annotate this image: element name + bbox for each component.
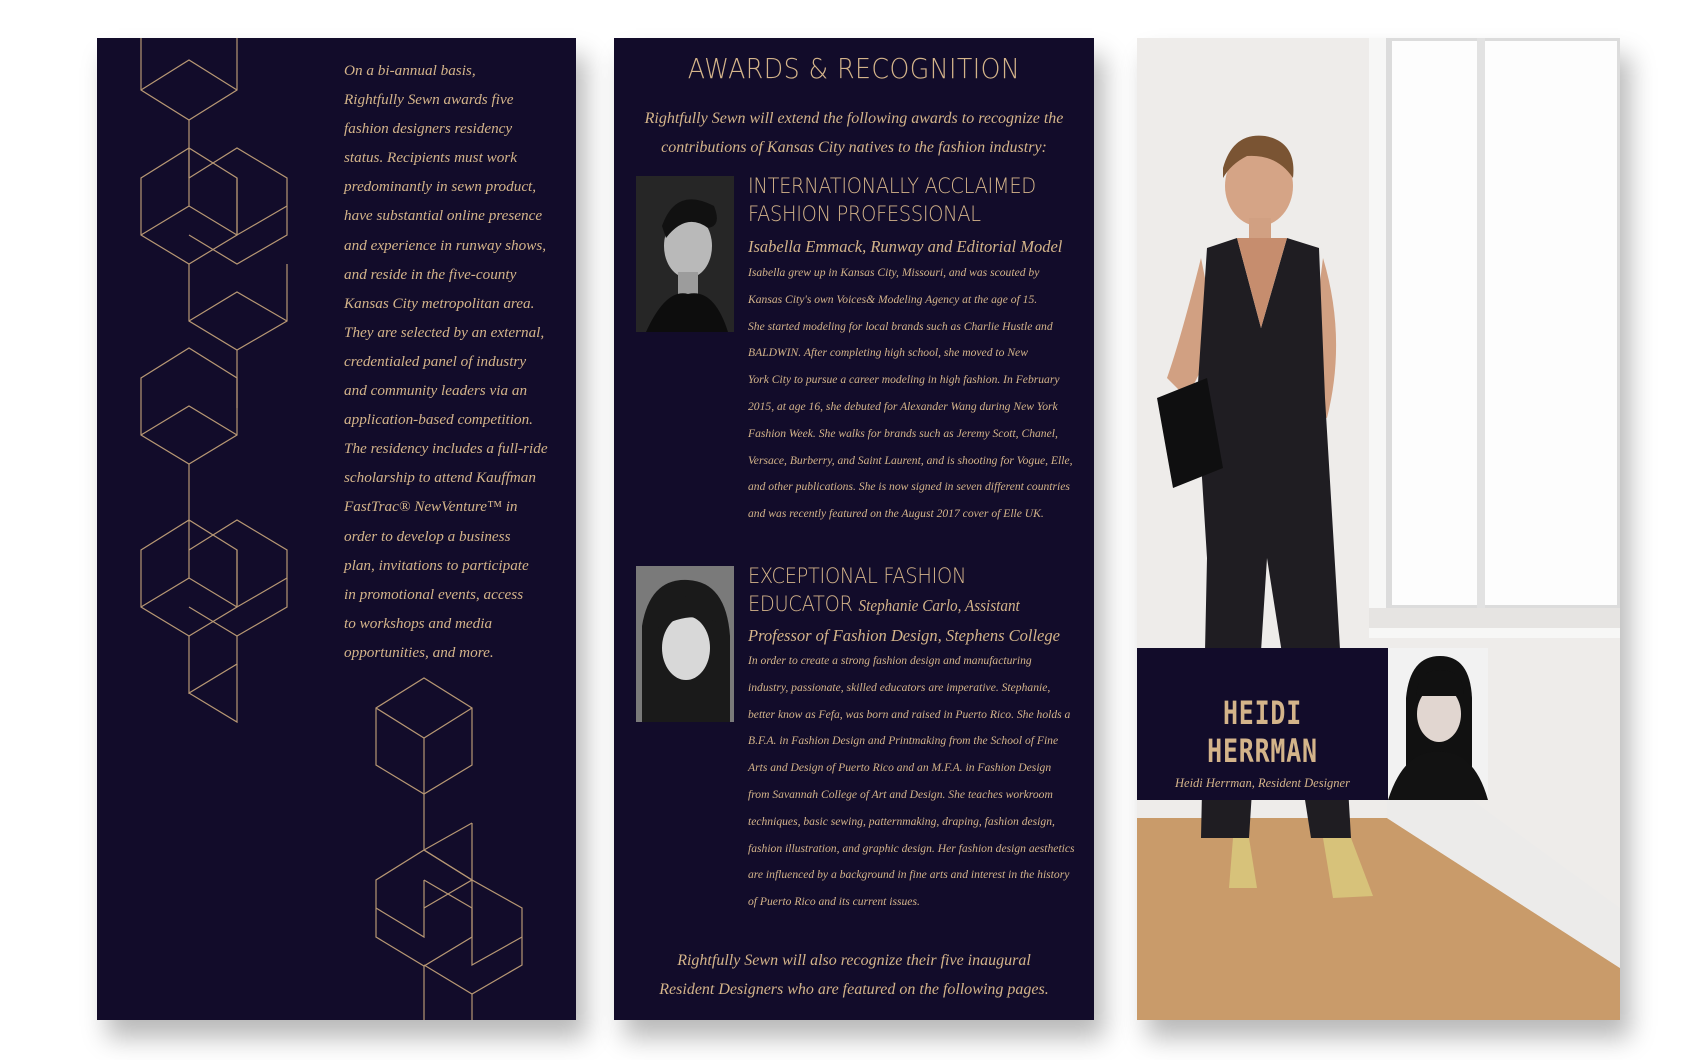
intro-line: contributions of Kansas City natives to the fashion industry:: [661, 139, 1047, 156]
bio-line: Isabella grew up in Kansas City, Missouri, and was scouted by: [748, 266, 1040, 279]
intro-line: Rightfully Sewn will extend the following awards to recognize the: [644, 110, 1064, 127]
bio-line: 2015, at age 16, she debuted for Alexander Wang during New York: [748, 399, 1058, 413]
body-line: application-based competition.: [344, 411, 533, 429]
page-title: AWARDS & RECOGNITION: [687, 52, 1021, 85]
body-line: opportunities, and more.: [344, 643, 494, 661]
bio-line: B.F.A. in Fashion Design and Printmaking from the School of Fine: [748, 734, 1059, 748]
body-line: They are selected by an external,: [344, 323, 545, 341]
bio-line: of Puerto Rico and its current issues.: [748, 895, 920, 909]
page-resident-designer: [1137, 38, 1620, 1020]
closing-line: Resident Designers who are featured on the following pages.: [659, 981, 1049, 998]
award1-heading: [748, 172, 1052, 228]
body-line: Rightfully Sewn awards five: [344, 91, 514, 109]
bio-line: BALDWIN. After completing high school, she moved to New: [748, 346, 1028, 360]
award1-bio: [748, 260, 1078, 528]
body-line: and community leaders via an: [344, 382, 528, 400]
body-line: order to develop a business: [344, 527, 511, 545]
bio-line: techniques, basic sewing, patternmaking, draping, fashion design,: [748, 814, 1055, 828]
designer-headshot-photo: [1388, 648, 1488, 800]
stephanie-portrait-photo: [636, 566, 734, 722]
body-line: in promotional events, access: [344, 585, 524, 603]
body-line: Kansas City metropolitan area.: [344, 294, 535, 312]
bio-line: better know as Fefa, was born and raised in Puerto Rico. She holds a: [748, 707, 1071, 721]
bio-line: She started modeling for local brands such as Charlie Hustle and: [748, 319, 1053, 333]
bio-line: and was recently featured on the August 2017 cover of Elle UK.: [748, 507, 1044, 521]
bio-line: and other publications. She is now signed in seven different countries: [748, 480, 1070, 494]
award1-recipient: Isabella Emmack, Runway and Editorial Model: [748, 237, 1063, 256]
bio-line: Fashion Week. She walks for brands such as Jeremy Scott, Chanel,: [748, 426, 1058, 440]
bio-line: Versace, Burberry, and Saint Laurent, and is shooting for Vogue, Elle,: [748, 453, 1073, 467]
heading-line: INTERNATIONALLY ACCLAIMED: [748, 174, 1036, 198]
body-line: On a bi-annual basis,: [344, 62, 476, 79]
bio-line: are influenced by a background in fine arts and interest in the history: [748, 868, 1070, 882]
bio-line: In order to create a strong fashion design and manufacturing: [748, 654, 1032, 667]
body-line: scholarship to attend Kauffman: [344, 469, 536, 487]
designer-caption: Heidi Herrman, Resident Designer: [1175, 776, 1350, 790]
body-line: fashion designers residency: [344, 120, 513, 138]
body-line: status. Recipients must work: [344, 149, 517, 167]
bio-line: fashion illustration, and graphic design. Her fashion design aesthetics: [748, 841, 1075, 855]
award2-bio: [748, 648, 1078, 916]
award2-recipient-part2: Professor of Fashion Design, Stephens College: [748, 626, 1060, 645]
closing-line: Rightfully Sewn will also recognize their five inaugural: [677, 952, 1031, 969]
isabella-portrait-photo: [636, 176, 734, 332]
residency-description: [344, 56, 559, 667]
bio-line: industry, passionate, skilled educators are imperative. Stephanie,: [748, 680, 1051, 694]
body-line: FastTrac® NewVenture™ in: [344, 498, 518, 516]
designer-name: HEIDI HERRMAN: [1207, 694, 1318, 770]
page-awards-recognition: [614, 38, 1094, 1020]
awards-closing: [644, 946, 1064, 1004]
body-line: plan, invitations to participate: [344, 556, 529, 574]
heading-line: FASHION PROFESSIONAL: [748, 202, 981, 226]
bio-line: from Savannah College of Art and Design. She teaches workroom: [748, 787, 1053, 801]
body-line: and experience in runway shows,: [344, 236, 547, 254]
bio-line: Arts and Design of Puerto Rico and an M.F.A. in Fashion Design: [748, 761, 1052, 775]
bio-line: Kansas City's own Voices& Modeling Agency at the age of 15.: [748, 292, 1038, 306]
body-line: predominantly in sewn product,: [344, 178, 537, 196]
body-line: credentialed panel of industry: [344, 352, 527, 370]
body-line: and reside in the five-county: [344, 265, 517, 283]
body-line: to workshops and media: [344, 614, 493, 632]
body-line: The residency includes a full-ride: [344, 440, 548, 458]
heading-line: EXCEPTIONAL FASHION: [748, 564, 967, 588]
body-line: have substantial online presence: [344, 207, 543, 225]
award2-recipient-part1: Stephanie Carlo, Assistant: [858, 596, 1020, 615]
designer-name-card: [1137, 648, 1388, 800]
awards-intro: [644, 104, 1064, 162]
award2-heading: [748, 562, 1052, 620]
heading-line: [748, 590, 1052, 620]
heading-line-2: EDUCATOR: [748, 592, 853, 616]
designer-fashion-photo: [1137, 38, 1620, 1020]
page-residency-info: [97, 38, 576, 1020]
bio-line: York City to pursue a career modeling in high fashion. In February: [748, 373, 1060, 387]
